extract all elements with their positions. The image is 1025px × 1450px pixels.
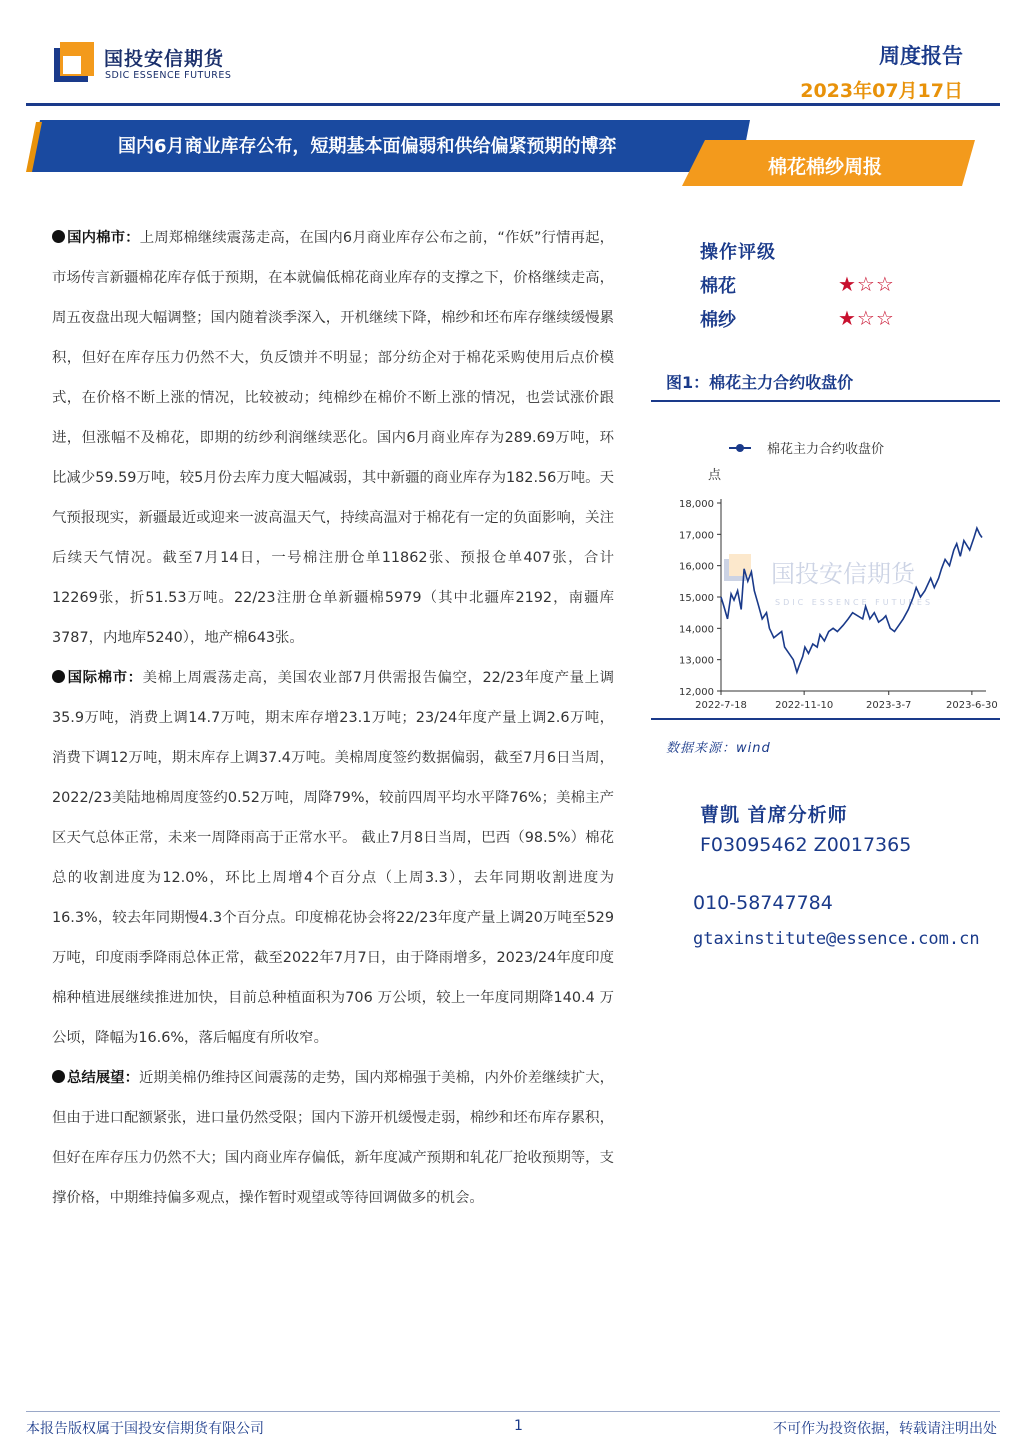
analyst-license: F03095462 Z0017365 <box>700 834 912 856</box>
rating-name-cotton: 棉花 <box>700 276 736 297</box>
logo-name: 国投安信期货 <box>104 48 225 70</box>
bullet-icon <box>52 670 65 683</box>
analyst-email[interactable]: gtaxinstitute@essence.com.cn <box>693 929 980 949</box>
section-heading: 国际棉市： <box>67 670 143 686</box>
rating-stars-cotton: ★☆☆ <box>838 272 895 296</box>
report-type: 周度报告 <box>879 44 963 68</box>
page-number: 1 <box>514 1418 523 1434</box>
section-domestic <box>52 218 614 658</box>
price-line-chart <box>651 402 1000 718</box>
rating-name-yarn: 棉纱 <box>700 310 736 331</box>
section-text: 美棉上周震荡走高，美国农业部7月供需报告偏空，22/23年度产量上调35.9万吨，消费上调14.7万吨，期末库存增23.1万吨；23/24年度产量上调2.6万吨，消费下调12万吨，期末库存上调37.4万吨。美棉周度签约数据偏弱，截至7月6日当周，2022/23美陆地棉周度签约0.52万吨，周降79%，较前四周平均水平降76%；美棉主产区天气总体正常，未来一周降雨高于正常水平。 截止7月8日当周，巴西（98.5%）棉花总的收割进度为12.0%，环比上周增4个百分点（上周3.3），去年同期收割进度为16.3%，较去年同期慢4.3个百分点。印度棉花协会将22/23年度产量上调20万吨至529万吨，印度雨季降雨总体正常，截至2022年7月7日，由于降雨增多，2023/24年度印度棉种植进展继续推进加快，目前总种植面积为706 万公顷，较上一年度同期降140.4 万公顷，降幅为16.6%，落后幅度有所收窄。 <box>52 670 614 1046</box>
x-tick-label: 2023-3-7 <box>866 700 912 711</box>
y-tick-label: 14,000 <box>679 624 714 636</box>
report-title: 国内6月商业库存公布，短期基本面偏弱和供给偏紧预期的博弈 <box>118 136 617 157</box>
section-heading: 国内棉市： <box>67 230 140 246</box>
y-tick-label: 15,000 <box>679 593 714 604</box>
data-source: 数据来源：wind <box>666 741 771 756</box>
footer-divider <box>26 1411 1000 1412</box>
section-summary <box>52 1058 614 1218</box>
y-tick-label: 18,000 <box>679 499 714 510</box>
watermark-mark <box>729 554 751 576</box>
report-category: 棉花棉纱周报 <box>768 156 883 178</box>
y-axis-unit: 点 <box>708 468 722 483</box>
footer-disclaimer: 不可作为投资依据，转载请注明出处 <box>773 1421 997 1437</box>
watermark-text: 国投安信期货 <box>771 560 915 588</box>
y-tick-label: 17,000 <box>679 530 714 542</box>
report-body <box>52 218 614 1218</box>
header-divider <box>26 103 1000 106</box>
section-text: 近期美棉仍维持区间震荡的走势，国内郑棉强于美棉，内外价差继续扩大，但由于进口配额紧张，进口量仍然受限；国内下游开机缓慢走弱，棉纱和坯布库存累积，但好在库存压力仍然不大；国内商业库存偏低，新年度减产预期和轧花厂抢收预期等，支撑价格，中期维持偏多观点，操作暂时观望或等待回调做多的机会。 <box>52 1070 614 1206</box>
legend-label: 棉花主力合约收盘价 <box>767 442 885 457</box>
watermark-en-text: SDIC ESSENCE FUTURES <box>775 598 934 607</box>
chart-watermark <box>724 554 933 607</box>
bullet-icon <box>52 230 65 243</box>
logo-mark-icon <box>54 42 94 82</box>
rating-stars-yarn: ★☆☆ <box>838 306 895 330</box>
x-tick-label: 2022-7-18 <box>695 700 747 711</box>
section-heading: 总结展望： <box>67 1070 139 1086</box>
y-tick-label: 16,000 <box>679 561 714 573</box>
analyst-phone: 010-58747784 <box>693 892 833 914</box>
y-tick-label: 12,000 <box>679 687 714 698</box>
company-logo <box>54 42 234 88</box>
rating-heading: 操作评级 <box>700 242 776 263</box>
bullet-icon <box>52 1070 65 1083</box>
legend-marker <box>736 444 744 452</box>
y-tick-label: 13,000 <box>679 655 714 667</box>
x-tick-label: 2023-6-30 <box>945 700 998 711</box>
logo-english-name: SDIC ESSENCE FUTURES <box>105 70 232 81</box>
x-tick-label: 2022-11-10 <box>775 700 834 711</box>
footer-copyright: 本报告版权属于国投安信期货有限公司 <box>26 1421 264 1437</box>
analyst-name: 曹凯 首席分析师 <box>700 804 848 826</box>
section-international <box>52 658 614 1058</box>
report-date: 2023年07月17日 <box>800 80 963 102</box>
chart-legend <box>729 441 884 457</box>
figure-caption: 图1：棉花主力合约收盘价 <box>666 373 854 392</box>
figure-bottom-rule <box>651 718 1000 720</box>
section-text: 上周郑棉继续震荡走高，在国内6月商业库存公布之前，“作妖”行情再起，市场传言新疆棉花库存低于预期，在本就偏低棉花商业库存的支撑之下，价格继续走高，周五夜盘出现大幅调整；国内随着淡季深入，开机继续下降，棉纱和坯布库存继续缓慢累积，但好在库存压力仍然不大，负反馈并不明显；部分纺企对于棉花采购使用后点价模式，在价格不断上涨的情况，比较被动；纯棉纱在棉价不断上涨的情况，也尝试涨价跟进，但涨幅不及棉花，即期的纺纱利润继续恶化。国内6月商业库存为289.69万吨，环比减少59.59万吨，较5月份去库力度大幅减弱，其中新疆的商业库存为182.56万吨。天气预报现实，新疆最近或迎来一波高温天气，持续高温对于棉花有一定的负面影响，关注后续天气情况。截至7月14日，一号棉注册仓单11862张、预报仓单407张，合计12269张，折51.53万吨。22/23注册仓单新疆棉5979（其中北疆库2192，南疆库3787，内地库5240），地产棉643张。 <box>52 230 614 646</box>
